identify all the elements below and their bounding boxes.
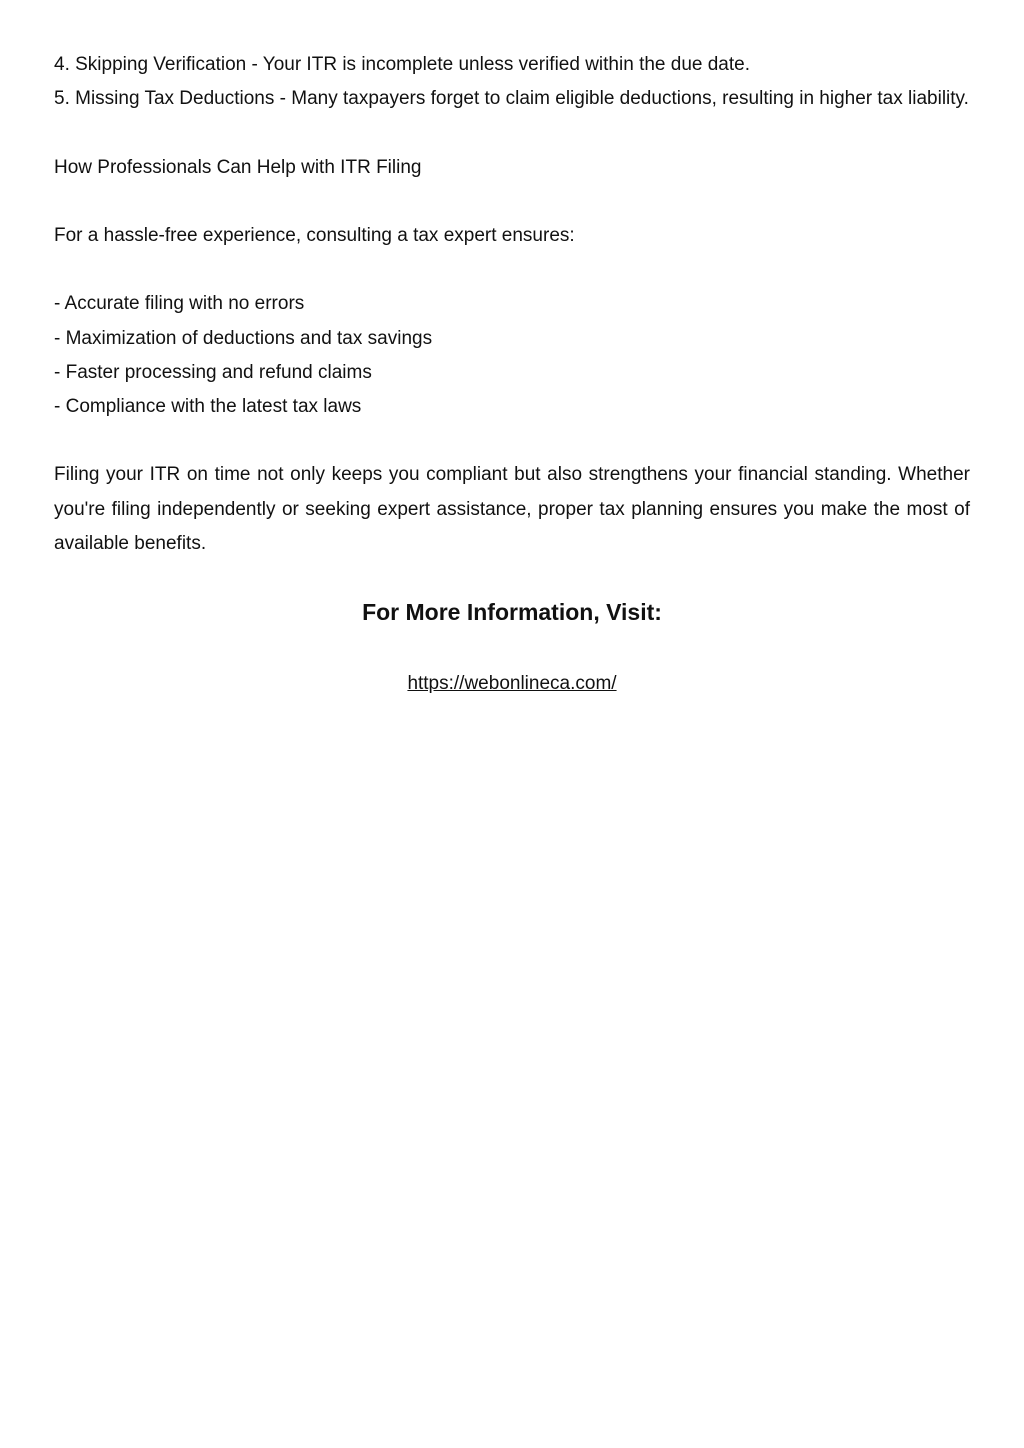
section-title: How Professionals Can Help with ITR Filing — [54, 156, 422, 178]
list-item: - Accurate filing with no errors — [54, 293, 305, 315]
closing-paragraph: Filing your ITR on time not only keeps you compliant but also strengthens your financial standing. Whether you're filing independently or seeking expert assistance, proper tax planning ensures you make the most of available benefits. — [54, 464, 970, 554]
spacer — [54, 185, 970, 219]
cta-heading: For More Information, Visit: — [362, 598, 662, 625]
website-link[interactable]: https://webonlineca.com/ — [407, 672, 617, 694]
intro-paragraph: For a hassle-free experience, consulting a tax expert ensures: — [54, 224, 575, 246]
document-page — [54, 48, 970, 697]
benefits-list — [54, 287, 970, 424]
mistake-item-5: 5. Missing Tax Deductions - Many taxpayers forget to claim eligible deductions, resulting in higher tax liability. — [54, 88, 969, 110]
spacer — [54, 116, 970, 150]
cta-link-container — [54, 671, 970, 697]
spacer — [54, 424, 970, 458]
spacer — [54, 253, 970, 287]
list-item: - Maximization of deductions and tax savings — [54, 327, 433, 349]
list-item: - Faster processing and refund claims — [54, 361, 372, 383]
mistake-item-4: 4. Skipping Verification - Your ITR is incomplete unless verified within the due date. — [54, 54, 750, 75]
list-item: - Compliance with the latest tax laws — [54, 395, 362, 417]
